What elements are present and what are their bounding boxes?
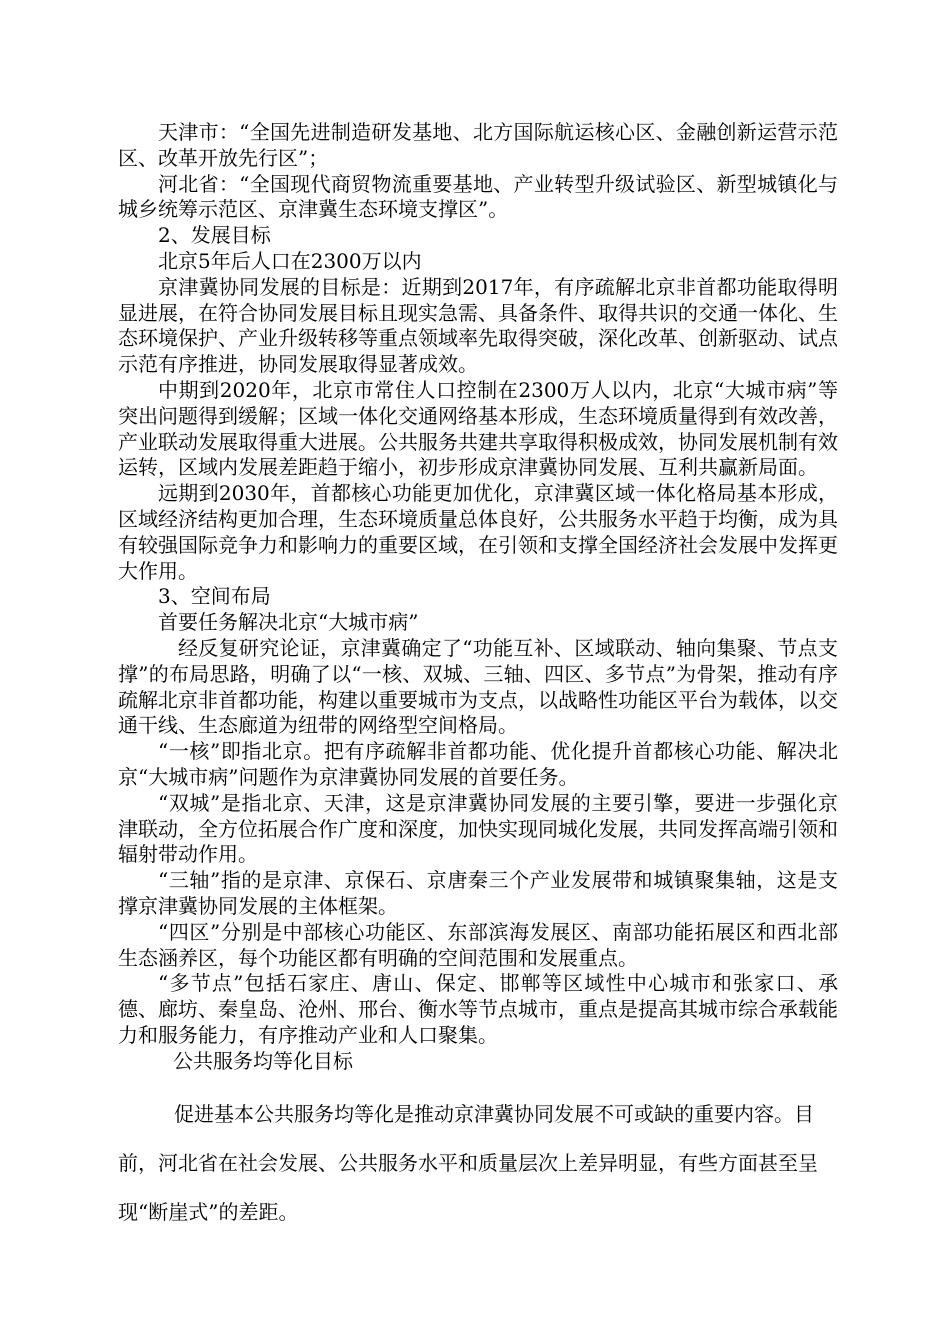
paragraph-one-core: “一核”即指北京。把有序疏解非首都功能、优化提升首都核心功能、解决北京“大城市病”问题作为京津冀协同发展的首要任务。 [118,739,838,789]
paragraph-public-service: 促进基本公共服务均等化是推动京津冀协同发展不可或缺的重要内容。目前，河北省在社会发展、公共服务水平和质量层次上差异明显，有些方面甚至呈现“断崖式”的差距。 [118,1102,818,1224]
paragraph-long-term-goals: 远期到2030年，首都核心功能更加优化，京津冀区域一体化格局基本形成，区域经济结构更加合理，生态环境质量总体良好，公共服务水平趋于均衡，成为具有较强国际竞争力和影响力的重要区域，在引领和支撑全国经济社会发展中发挥更大作用。 [118,481,838,583]
subheading-population: 北京5年后人口在2300万以内 [158,248,422,273]
paragraph-multiple-nodes: “多节点”包括石家庄、唐山、保定、邯郸等区域性中心城市和张家口、承德、廊坊、秦皇岛、沧州、邢台、衡水等节点城市，重点是提高其城市综合承载能力和服务能力，有序推动产业和人口聚集。 [118,971,838,1047]
heading-spatial-layout: 3、空间布局 [158,584,271,609]
heading-development-goals: 2、发展目标 [158,223,271,248]
paragraph-hebei: 河北省：“全国现代商贸物流重要基地、产业转型升级试验区、新型城镇化与城乡统筹示范区、京津冀生态环境支撑区”。 [118,171,838,222]
heading-public-service-goals: 公共服务均等化目标 [173,1048,353,1073]
paragraph-layout-approach: 经反复研究论证，京津冀确定了“功能互补、区域联动、轴向集聚、节点支撑”的布局思路，明确了以“一核、双城、三轴、四区、多节点”为骨架，推动有序疏解北京非首都功能，构建以重要城市为支点，以战略性功能区平台为载体，以交通干线、生态廊道为纽带的网络型空间格局。 [118,635,838,738]
paragraph-two-cities: “双城”是指北京、天津，这是京津冀协同发展的主要引擎，要进一步强化京津联动，全方位拓展合作广度和深度，加快实现同城化发展，共同发挥高端引领和辐射带动作用。 [118,790,838,867]
paragraph-four-zones: “四区”分别是中部核心功能区、东部滨海发展区、南部功能拓展区和西北部生态涵养区，每个功能区都有明确的空间范围和发展重点。 [118,919,838,970]
document-body [118,120,838,1074]
paragraph-near-term-goals: 京津冀协同发展的目标是：近期到2017年，有序疏解北京非首都功能取得明显进展，在符合协同发展目标且现实急需、具备条件、取得共识的交通一体化、生态环境保护、产业升级转移等重点领域率先取得突破，深化改革、创新驱动、试点示范有序推进，协同发展取得显著成效。 [118,274,838,377]
subheading-big-city-disease: 首要任务解决北京“大城市病” [158,610,419,635]
paragraph-three-axes: “三轴”指的是京津、京保石、京唐秦三个产业发展带和城镇聚集轴，这是支撑京津冀协同发展的主体框架。 [118,868,838,918]
document-tail [118,1090,838,1237]
paragraph-tianjin: 天津市：“全国先进制造研发基地、北方国际航运核心区、金融创新运营示范区、改革开放先行区”； [118,120,838,170]
paragraph-mid-term-goals: 中期到2020年，北京市常住人口控制在2300万人以内，北京“大城市病”等突出问题得到缓解；区域一体化交通网络基本形成，生态环境质量得到有效改善，产业联动发展取得重大进展。公共服务共建共享取得积极成效，协同发展机制有效运转，区域内发展差距趋于缩小，初步形成京津冀协同发展、互利共赢新局面。 [118,377,838,480]
